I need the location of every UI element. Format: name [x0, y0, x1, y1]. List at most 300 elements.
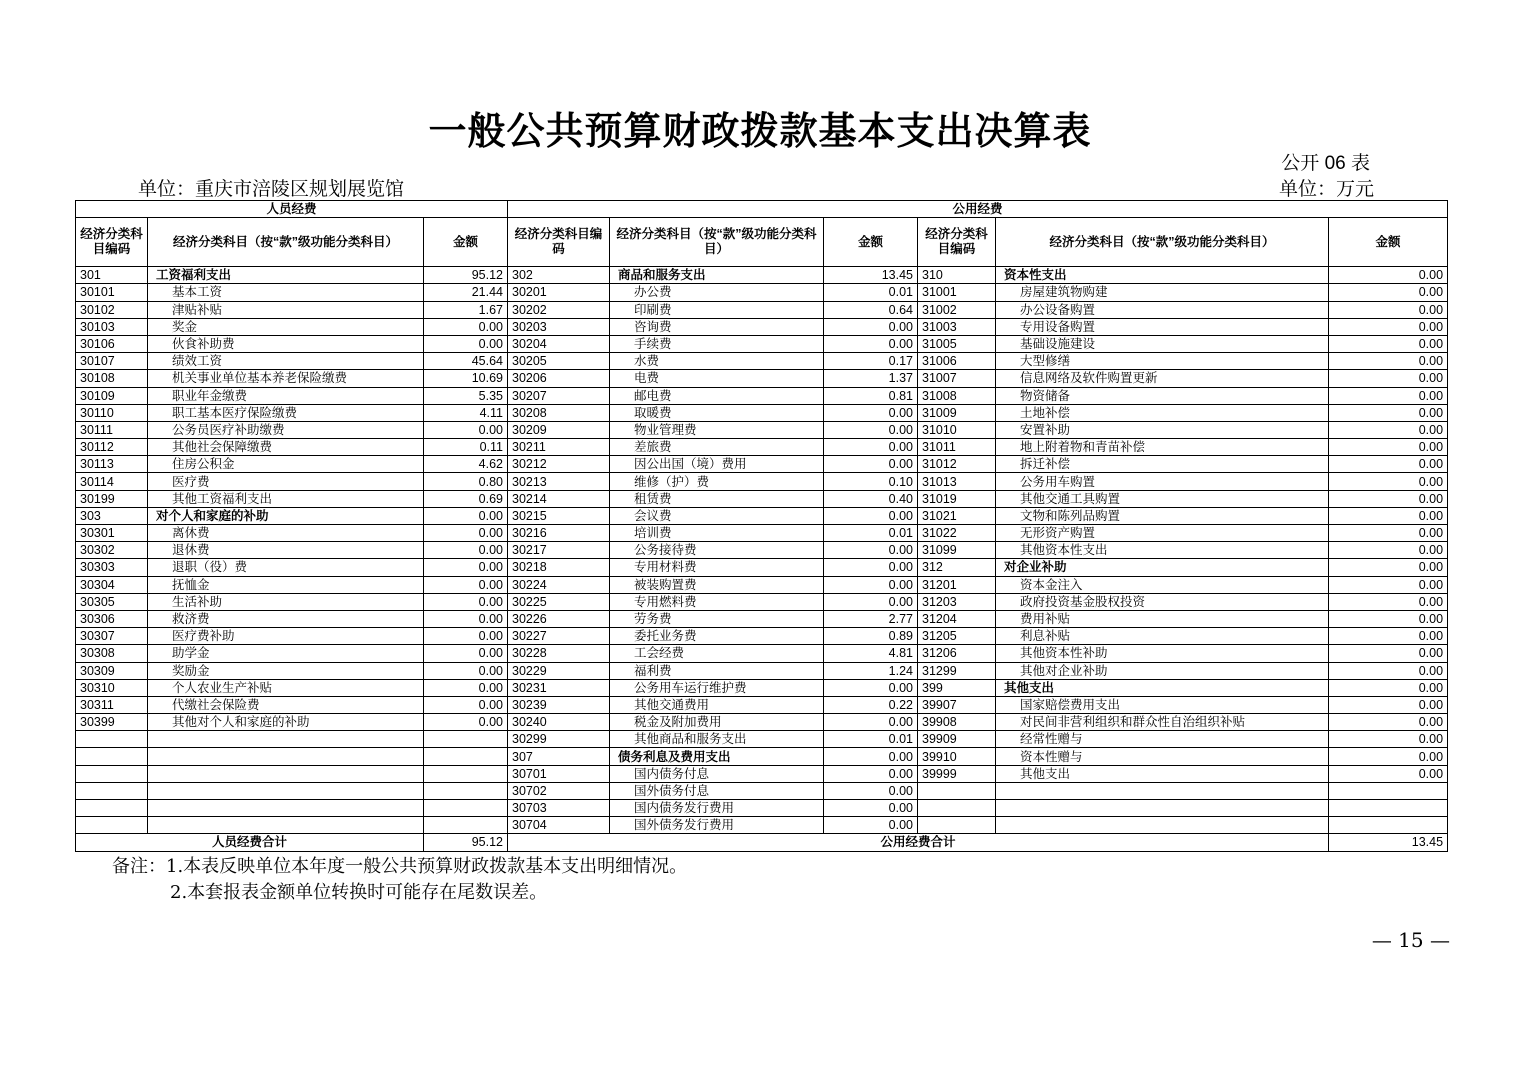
- row-code: 30102: [76, 301, 148, 318]
- row-code: 30303: [76, 559, 148, 576]
- row-item-name: 生活补助: [148, 593, 424, 610]
- row-amount: 0.00: [1329, 301, 1448, 318]
- row-code: 31006: [918, 353, 996, 370]
- row-item-name: 职工基本医疗保险缴费: [148, 404, 424, 421]
- page-title: 一般公共预算财政拨款基本支出决算表: [428, 108, 1092, 153]
- row-amount: 13.45: [824, 267, 918, 284]
- row-code: 31099: [918, 542, 996, 559]
- row-item-name: 其他交通费用: [610, 696, 824, 713]
- row-code: 30203: [508, 318, 610, 335]
- row-code: 39910: [918, 748, 996, 765]
- row-item-name: 无形资产购置: [996, 525, 1329, 542]
- row-code: 399: [918, 679, 996, 696]
- row-code: 302: [508, 267, 610, 284]
- row-amount: 0.00: [824, 817, 918, 834]
- row-amount: 0.22: [824, 696, 918, 713]
- row-amount: 0.00: [424, 335, 508, 352]
- row-amount: 0.00: [1329, 284, 1448, 301]
- row-item-name: 离休费: [148, 525, 424, 542]
- public-total-label: 公用经费合计: [508, 834, 1329, 851]
- row-code: 30224: [508, 576, 610, 593]
- row-code: 30101: [76, 284, 148, 301]
- header-code: 经济分类科目编码: [508, 218, 610, 267]
- row-amount: 0.00: [824, 714, 918, 731]
- row-amount: 10.69: [424, 370, 508, 387]
- row-amount: 0.00: [1329, 731, 1448, 748]
- row-code: 310: [918, 267, 996, 284]
- row-item-name: 其他支出: [996, 765, 1329, 782]
- row-item-name: 土地补偿: [996, 404, 1329, 421]
- row-item-name: 国内债务付息: [610, 765, 824, 782]
- row-code: 30701: [508, 765, 610, 782]
- row-code: 30240: [508, 714, 610, 731]
- table-row: [76, 507, 1448, 524]
- row-amount: 0.00: [424, 714, 508, 731]
- row-amount: 0.00: [1329, 439, 1448, 456]
- header-code: 经济分类科目编码: [76, 218, 148, 267]
- table-row: [76, 679, 1448, 696]
- row-item-name: 邮电费: [610, 387, 824, 404]
- table-row: [76, 748, 1448, 765]
- unit-organization: 单位：重庆市涪陵区规划展览馆: [138, 178, 405, 200]
- row-code: 39909: [918, 731, 996, 748]
- row-amount: 0.00: [1329, 318, 1448, 335]
- row-item-name: 劳务费: [610, 610, 824, 627]
- row-item-name: 对个人和家庭的补助: [148, 507, 424, 524]
- row-code: 30304: [76, 576, 148, 593]
- row-item-name: 印刷费: [610, 301, 824, 318]
- row-item-name: 手续费: [610, 335, 824, 352]
- row-amount: 0.00: [424, 662, 508, 679]
- row-amount: 95.12: [424, 267, 508, 284]
- row-code: 30225: [508, 593, 610, 610]
- row-amount: 0.00: [1329, 421, 1448, 438]
- row-code: 30108: [76, 370, 148, 387]
- row-code: [918, 782, 996, 799]
- row-amount: 45.64: [424, 353, 508, 370]
- row-code: [76, 731, 148, 748]
- row-item-name: 工资福利支出: [148, 267, 424, 284]
- row-code: 30214: [508, 490, 610, 507]
- row-item-name: 专用燃料费: [610, 593, 824, 610]
- row-amount: 21.44: [424, 284, 508, 301]
- table-row: [76, 628, 1448, 645]
- row-code: 31299: [918, 662, 996, 679]
- row-code: 301: [76, 267, 148, 284]
- row-code: 31003: [918, 318, 996, 335]
- row-code: 30307: [76, 628, 148, 645]
- row-code: 30306: [76, 610, 148, 627]
- row-item-name: 大型修缮: [996, 353, 1329, 370]
- row-amount: 0.00: [824, 800, 918, 817]
- row-item-name: 公务用车购置: [996, 473, 1329, 490]
- row-code: 31203: [918, 593, 996, 610]
- row-code: [76, 782, 148, 799]
- row-item-name: 税金及附加费用: [610, 714, 824, 731]
- row-code: 30227: [508, 628, 610, 645]
- row-item-name: 费用补贴: [996, 610, 1329, 627]
- row-amount: [424, 765, 508, 782]
- row-code: 30305: [76, 593, 148, 610]
- row-item-name: 培训费: [610, 525, 824, 542]
- row-code: 30111: [76, 421, 148, 438]
- table-row: [76, 353, 1448, 370]
- row-code: 39907: [918, 696, 996, 713]
- row-amount: 0.00: [1329, 559, 1448, 576]
- row-item-name: 办公设备购置: [996, 301, 1329, 318]
- table-row: [76, 576, 1448, 593]
- row-amount: 0.00: [824, 593, 918, 610]
- row-code: [76, 748, 148, 765]
- row-amount: [424, 748, 508, 765]
- row-item-name: 医疗费补助: [148, 628, 424, 645]
- row-amount: 0.80: [424, 473, 508, 490]
- row-amount: 0.00: [1329, 335, 1448, 352]
- header-personnel: 人员经费: [76, 201, 508, 218]
- table-row: [76, 645, 1448, 662]
- row-amount: [424, 800, 508, 817]
- row-amount: 0.00: [1329, 525, 1448, 542]
- row-item-name: 其他社会保障缴费: [148, 439, 424, 456]
- header-public: 公用经费: [508, 201, 1448, 218]
- row-amount: [1329, 800, 1448, 817]
- row-amount: 0.00: [424, 628, 508, 645]
- row-amount: 0.00: [1329, 765, 1448, 782]
- row-item-name: 其他支出: [996, 679, 1329, 696]
- row-item-name: 助学金: [148, 645, 424, 662]
- table-row: [76, 301, 1448, 318]
- row-item-name: 办公费: [610, 284, 824, 301]
- page-number: — 15 —: [1371, 928, 1450, 952]
- row-code: 30212: [508, 456, 610, 473]
- row-item-name: 工会经费: [610, 645, 824, 662]
- row-amount: 0.00: [1329, 456, 1448, 473]
- row-code: 30226: [508, 610, 610, 627]
- header-amount: 金额: [424, 218, 508, 267]
- table-row: [76, 404, 1448, 421]
- table-row: [76, 817, 1448, 834]
- row-item-name: 债务利息及费用支出: [610, 748, 824, 765]
- row-amount: [424, 782, 508, 799]
- row-amount: 0.01: [824, 731, 918, 748]
- row-item-name: [148, 748, 424, 765]
- row-amount: 0.00: [424, 679, 508, 696]
- row-code: 30110: [76, 404, 148, 421]
- note-line-1: 备注：1.本表反映单位本年度一般公共预算财政拨款基本支出明细情况。: [112, 856, 688, 877]
- row-code: 30209: [508, 421, 610, 438]
- row-item-name: 其他对企业补助: [996, 662, 1329, 679]
- row-code: 31204: [918, 610, 996, 627]
- header-item-name: 经济分类科目（按“款”级功能分类科目）: [996, 218, 1329, 267]
- row-code: 30228: [508, 645, 610, 662]
- row-item-name: 个人农业生产补贴: [148, 679, 424, 696]
- row-amount: 0.00: [1329, 593, 1448, 610]
- table-row: [76, 284, 1448, 301]
- row-item-name: 奖金: [148, 318, 424, 335]
- row-code: 30301: [76, 525, 148, 542]
- row-item-name: 物资储备: [996, 387, 1329, 404]
- row-amount: 0.00: [424, 559, 508, 576]
- row-amount: 0.00: [424, 593, 508, 610]
- row-item-name: 公务接待费: [610, 542, 824, 559]
- row-code: 31019: [918, 490, 996, 507]
- row-amount: 0.81: [824, 387, 918, 404]
- row-code: 30213: [508, 473, 610, 490]
- table-row: [76, 473, 1448, 490]
- row-amount: 2.77: [824, 610, 918, 627]
- table-row: [76, 370, 1448, 387]
- row-item-name: [148, 782, 424, 799]
- table-row: [76, 335, 1448, 352]
- row-item-name: [148, 731, 424, 748]
- row-code: 31013: [918, 473, 996, 490]
- row-code: 31001: [918, 284, 996, 301]
- row-amount: 4.62: [424, 456, 508, 473]
- row-item-name: 租赁费: [610, 490, 824, 507]
- row-code: 303: [76, 507, 148, 524]
- row-amount: 0.00: [824, 439, 918, 456]
- row-code: 307: [508, 748, 610, 765]
- row-item-name: 地上附着物和青苗补偿: [996, 439, 1329, 456]
- row-item-name: 机关事业单位基本养老保险缴费: [148, 370, 424, 387]
- row-amount: 0.11: [424, 439, 508, 456]
- row-amount: 0.00: [1329, 542, 1448, 559]
- table-row: [76, 439, 1448, 456]
- row-code: 30399: [76, 714, 148, 731]
- row-amount: 0.00: [1329, 662, 1448, 679]
- row-amount: 0.00: [1329, 490, 1448, 507]
- row-item-name: 国家赔偿费用支出: [996, 696, 1329, 713]
- row-code: 31206: [918, 645, 996, 662]
- row-item-name: 房屋建筑物购建: [996, 284, 1329, 301]
- table-number: 公开 06 表: [1281, 153, 1370, 174]
- row-amount: 0.01: [824, 284, 918, 301]
- row-amount: 0.00: [424, 542, 508, 559]
- row-amount: 0.00: [424, 576, 508, 593]
- row-item-name: 退休费: [148, 542, 424, 559]
- table-row: [76, 782, 1448, 799]
- row-code: 30201: [508, 284, 610, 301]
- row-code: 30239: [508, 696, 610, 713]
- table-row: [76, 559, 1448, 576]
- row-code: 30113: [76, 456, 148, 473]
- row-item-name: [148, 800, 424, 817]
- row-code: 30302: [76, 542, 148, 559]
- row-amount: 1.24: [824, 662, 918, 679]
- row-item-name: 其他工资福利支出: [148, 490, 424, 507]
- public-total-value: 13.45: [1329, 834, 1448, 851]
- row-code: 31010: [918, 421, 996, 438]
- row-amount: 0.00: [1329, 610, 1448, 627]
- table-row: [76, 421, 1448, 438]
- row-item-name: 基础设施建设: [996, 335, 1329, 352]
- row-code: [918, 817, 996, 834]
- row-amount: 0.00: [1329, 387, 1448, 404]
- row-item-name: 利息补贴: [996, 628, 1329, 645]
- row-amount: 0.00: [1329, 473, 1448, 490]
- row-amount: 0.00: [824, 542, 918, 559]
- row-item-name: 基本工资: [148, 284, 424, 301]
- row-code: 30204: [508, 335, 610, 352]
- row-item-name: 其他对个人和家庭的补助: [148, 714, 424, 731]
- row-code: 31012: [918, 456, 996, 473]
- expenditure-table: [75, 200, 1448, 852]
- row-item-name: 住房公积金: [148, 456, 424, 473]
- row-code: 31011: [918, 439, 996, 456]
- row-code: 30208: [508, 404, 610, 421]
- row-amount: 0.00: [424, 525, 508, 542]
- row-amount: 5.35: [424, 387, 508, 404]
- row-item-name: 商品和服务支出: [610, 267, 824, 284]
- row-code: 30217: [508, 542, 610, 559]
- row-item-name: 国外债务发行费用: [610, 817, 824, 834]
- row-item-name: 电费: [610, 370, 824, 387]
- row-amount: 0.00: [424, 507, 508, 524]
- table-row: [76, 800, 1448, 817]
- table-row: [76, 542, 1448, 559]
- row-item-name: 取暖费: [610, 404, 824, 421]
- row-amount: 0.17: [824, 353, 918, 370]
- row-amount: 0.00: [1329, 267, 1448, 284]
- table-row: [76, 387, 1448, 404]
- row-amount: 0.00: [1329, 645, 1448, 662]
- row-item-name: 公务员医疗补助缴费: [148, 421, 424, 438]
- row-amount: 0.00: [424, 696, 508, 713]
- row-item-name: 其他资本性支出: [996, 542, 1329, 559]
- row-item-name: 经常性赠与: [996, 731, 1329, 748]
- row-amount: 1.67: [424, 301, 508, 318]
- row-amount: [424, 731, 508, 748]
- row-code: 30216: [508, 525, 610, 542]
- row-item-name: 对民间非营利组织和群众性自治组织补贴: [996, 714, 1329, 731]
- row-amount: 4.11: [424, 404, 508, 421]
- row-amount: 0.00: [1329, 628, 1448, 645]
- row-code: 30207: [508, 387, 610, 404]
- row-item-name: [148, 765, 424, 782]
- row-amount: 1.37: [824, 370, 918, 387]
- table-row: [76, 267, 1448, 284]
- row-amount: 0.00: [424, 421, 508, 438]
- row-item-name: 福利费: [610, 662, 824, 679]
- header-code: 经济分类科目编码: [918, 218, 996, 267]
- row-amount: 4.81: [824, 645, 918, 662]
- row-code: 30229: [508, 662, 610, 679]
- row-amount: [1329, 782, 1448, 799]
- header-amount: 金额: [1329, 218, 1448, 267]
- table-row: [76, 456, 1448, 473]
- row-amount: 0.00: [1329, 576, 1448, 593]
- table-row: [76, 662, 1448, 679]
- row-code: 31021: [918, 507, 996, 524]
- row-item-name: 安置补助: [996, 421, 1329, 438]
- row-code: 30202: [508, 301, 610, 318]
- row-item-name: 津贴补贴: [148, 301, 424, 318]
- row-amount: [1329, 817, 1448, 834]
- row-amount: 0.00: [824, 748, 918, 765]
- row-item-name: 会议费: [610, 507, 824, 524]
- table-row: [76, 525, 1448, 542]
- row-item-name: 绩效工资: [148, 353, 424, 370]
- row-code: [76, 765, 148, 782]
- row-code: 30231: [508, 679, 610, 696]
- row-item-name: 委托业务费: [610, 628, 824, 645]
- row-item-name: 其他资本性补助: [996, 645, 1329, 662]
- note-line-2: 2.本套报表金额单位转换时可能存在尾数误差。: [170, 882, 548, 903]
- table-body: [76, 267, 1448, 834]
- row-item-name: 资本金注入: [996, 576, 1329, 593]
- table-row: [76, 714, 1448, 731]
- row-item-name: 拆迁补偿: [996, 456, 1329, 473]
- row-code: 30308: [76, 645, 148, 662]
- row-amount: 0.00: [1329, 353, 1448, 370]
- row-amount: 0.00: [1329, 679, 1448, 696]
- row-amount: 0.89: [824, 628, 918, 645]
- row-amount: 0.00: [824, 507, 918, 524]
- row-item-name: 其他交通工具购置: [996, 490, 1329, 507]
- row-item-name: 国内债务发行费用: [610, 800, 824, 817]
- row-code: 30103: [76, 318, 148, 335]
- row-code: 39999: [918, 765, 996, 782]
- row-amount: 0.00: [824, 404, 918, 421]
- table-row: [76, 765, 1448, 782]
- row-code: 30299: [508, 731, 610, 748]
- row-amount: 0.00: [824, 765, 918, 782]
- row-code: 30206: [508, 370, 610, 387]
- header-item-name: 经济分类科目（按“款”级功能分类科目）: [610, 218, 824, 267]
- row-item-name: 信息网络及软件购置更新: [996, 370, 1329, 387]
- row-item-name: [996, 800, 1329, 817]
- row-code: 31022: [918, 525, 996, 542]
- row-amount: 0.00: [824, 576, 918, 593]
- row-item-name: 代缴社会保险费: [148, 696, 424, 713]
- row-amount: 0.00: [1329, 696, 1448, 713]
- table-row: [76, 610, 1448, 627]
- row-amount: 0.10: [824, 473, 918, 490]
- row-code: 30309: [76, 662, 148, 679]
- row-item-name: 资本性支出: [996, 267, 1329, 284]
- row-item-name: 政府投资基金股权投资: [996, 593, 1329, 610]
- row-code: 39908: [918, 714, 996, 731]
- header-amount: 金额: [824, 218, 918, 267]
- row-code: [76, 817, 148, 834]
- notes: [112, 854, 687, 906]
- row-code: 31008: [918, 387, 996, 404]
- row-code: 30205: [508, 353, 610, 370]
- row-code: 30199: [76, 490, 148, 507]
- row-code: 30215: [508, 507, 610, 524]
- row-amount: [424, 817, 508, 834]
- row-amount: 0.00: [824, 679, 918, 696]
- row-item-name: 专用材料费: [610, 559, 824, 576]
- row-code: 31205: [918, 628, 996, 645]
- personnel-total-label: 人员经费合计: [76, 834, 424, 851]
- table-row: [76, 593, 1448, 610]
- row-amount: 0.00: [1329, 404, 1448, 421]
- row-code: 312: [918, 559, 996, 576]
- table-row: [76, 731, 1448, 748]
- row-code: 30211: [508, 439, 610, 456]
- row-amount: 0.00: [424, 645, 508, 662]
- row-code: 31201: [918, 576, 996, 593]
- row-item-name: 水费: [610, 353, 824, 370]
- table-row: [76, 696, 1448, 713]
- row-item-name: 因公出国（境）费用: [610, 456, 824, 473]
- row-amount: 0.00: [1329, 714, 1448, 731]
- row-item-name: 文物和陈列品购置: [996, 507, 1329, 524]
- row-item-name: [996, 782, 1329, 799]
- row-amount: 0.00: [824, 318, 918, 335]
- row-item-name: [148, 817, 424, 834]
